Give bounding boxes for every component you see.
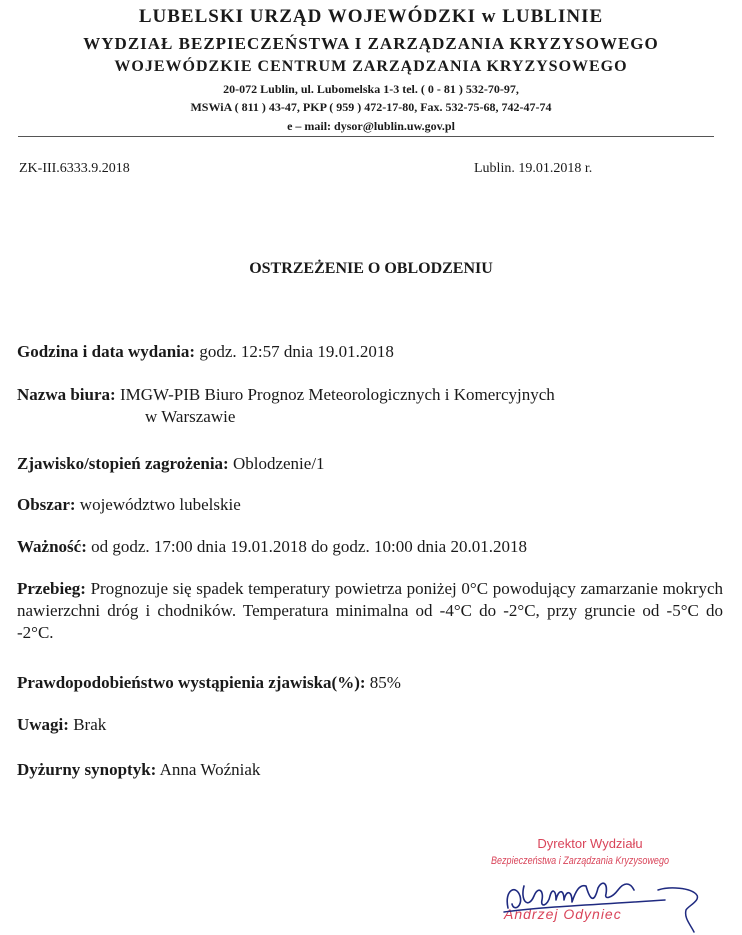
course-label: Przebieg: [17, 579, 86, 598]
issued-label: Godzina i data wydania: [17, 342, 196, 361]
probability-label: Prawdopodobieństwo wystąpienia zjawiska(%): [17, 673, 366, 692]
header-email: e – mail: dysor@lublin.uw.gov.pl [287, 119, 455, 133]
header-divider [18, 136, 714, 137]
remarks-value: Brak [73, 715, 107, 734]
header-department: WYDZIAŁ BEZPIECZEŃSTWA I ZARZĄDZANIA KRYZYSOWEGO [83, 34, 659, 53]
phenomenon-value: Oblodzenie/1 [232, 454, 325, 473]
forecaster-label: Dyżurny synoptyk: [17, 760, 157, 779]
header-office-name: LUBELSKI URZĄD WOJEWÓDZKI w LUBLINIE [138, 6, 604, 27]
validity-value: od godz. 17:00 dnia 19.01.2018 do godz. 10:00 dnia 20.01.2018 [91, 537, 527, 556]
office-label: Nazwa biura: [17, 385, 116, 404]
issued-field [17, 341, 394, 363]
area-value: województwo lubelskie [79, 495, 241, 514]
office-value-cont: w Warszawie [145, 407, 236, 426]
remarks-field [17, 714, 106, 736]
office-field [17, 384, 555, 428]
course-field [17, 578, 723, 644]
handwritten-signature [490, 860, 730, 935]
probability-value: 85% [369, 673, 401, 692]
reference-number: ZK-III.6333.9.2018 [19, 161, 130, 176]
validity-label: Ważność: [17, 537, 87, 556]
stamp-name: Andrzej Odyniec [504, 906, 622, 922]
header-address: 20-072 Lublin, ul. Lubomelska 1-3 tel. ( 0 - 81 ) 532-70-97, [223, 82, 519, 96]
header-center: WOJEWÓDZKIE CENTRUM ZARZĄDZANIA KRYZYSOWEGO [114, 58, 628, 75]
remarks-label: Uwagi: [17, 715, 69, 734]
forecaster-field [17, 759, 260, 781]
issued-value: godz. 12:57 dnia 19.01.2018 [199, 342, 394, 361]
forecaster-value: Anna Woźniak [159, 760, 261, 779]
place-and-date: Lublin. 19.01.2018 r. [474, 161, 593, 176]
phenomenon-field [17, 453, 325, 475]
stamp-title: Dyrektor Wydziału [537, 836, 643, 851]
header-phones: MSWiA ( 811 ) 43-47, PKP ( 959 ) 472-17-80, Fax. 532-75-68, 742-47-74 [190, 100, 552, 114]
stamp-subtitle: Bezpieczeństwa i Zarządzania Kryzysowego [491, 855, 669, 867]
probability-field [17, 672, 401, 694]
validity-field [17, 536, 527, 558]
document-title: OSTRZEŻENIE O OBLODZENIU [249, 260, 493, 277]
area-label: Obszar: [17, 495, 76, 514]
course-value: Prognozuje się spadek temperatury powietrza poniżej 0°C powodujący zamarzanie mokrych nawierzchni dróg i chodników. Temperatura minimalna od -4°C do -2°C, przy gruncie od -5°C do -2°C. [17, 579, 723, 642]
office-value: IMGW-PIB Biuro Prognoz Meteorologicznych i Komercyjnych [119, 385, 555, 404]
area-field [17, 494, 241, 516]
phenomenon-label: Zjawisko/stopień zagrożenia: [17, 454, 229, 473]
